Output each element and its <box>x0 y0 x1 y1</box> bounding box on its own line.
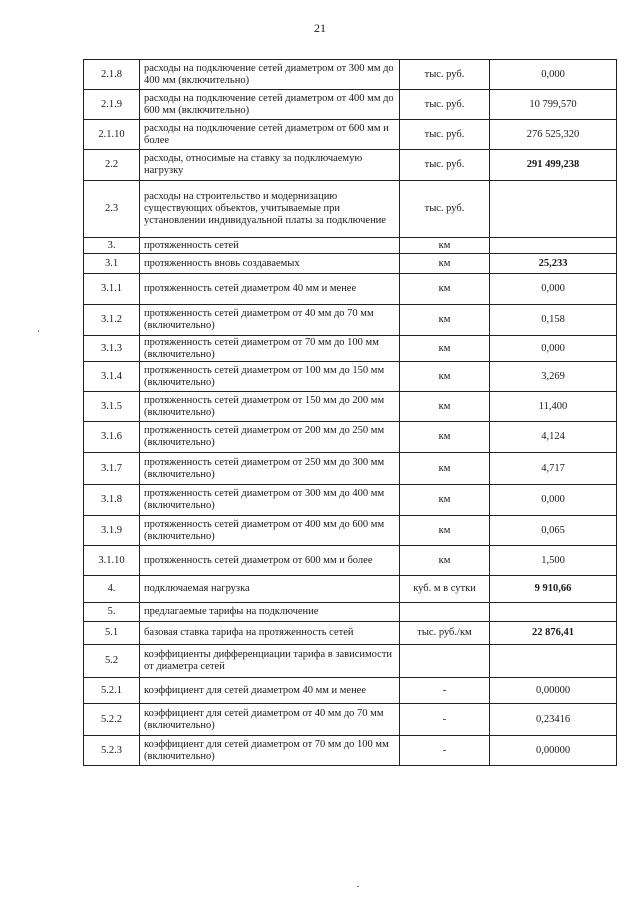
row-number: 5.1 <box>84 622 140 645</box>
row-value: 0,23416 <box>490 704 617 736</box>
row-unit: км <box>400 305 490 336</box>
table-row <box>84 516 617 546</box>
row-unit: км <box>400 422 490 453</box>
row-description: протяженность сетей диаметром от 40 мм до 70 мм (включительно) <box>140 305 400 336</box>
row-description: протяженность сетей диаметром от 100 мм до 150 мм (включительно) <box>140 362 400 392</box>
row-number: 5.2.3 <box>84 736 140 766</box>
row-description: протяженность сетей диаметром от 300 мм до 400 мм (включительно) <box>140 485 400 516</box>
table-row <box>84 305 617 336</box>
table-row <box>84 362 617 392</box>
row-number: 3.1.1 <box>84 274 140 305</box>
scan-speck <box>357 886 359 887</box>
table-row <box>84 392 617 422</box>
table-row <box>84 238 617 254</box>
table-row <box>84 120 617 150</box>
row-description: коэффициент для сетей диаметром от 40 мм до 70 мм (включительно) <box>140 704 400 736</box>
row-number: 2.1.8 <box>84 60 140 90</box>
row-unit: тыс. руб. <box>400 150 490 181</box>
row-unit: км <box>400 254 490 274</box>
table-row <box>84 736 617 766</box>
row-description: расходы на подключение сетей диаметром от 400 мм до 600 мм (включительно) <box>140 90 400 120</box>
table-row <box>84 90 617 120</box>
row-value: 25,233 <box>490 254 617 274</box>
row-unit: км <box>400 392 490 422</box>
row-unit: тыс. руб. <box>400 181 490 238</box>
row-description: протяженность сетей диаметром от 150 мм до 200 мм (включительно) <box>140 392 400 422</box>
row-number: 3.1.10 <box>84 546 140 576</box>
row-unit: тыс. руб. <box>400 90 490 120</box>
row-description: предлагаемые тарифы на подключение <box>140 603 400 622</box>
row-value <box>490 645 617 678</box>
scan-speck <box>38 330 39 332</box>
row-unit: км <box>400 362 490 392</box>
table-row <box>84 704 617 736</box>
row-value <box>490 238 617 254</box>
row-number: 3.1.7 <box>84 453 140 485</box>
row-unit: тыс. руб. <box>400 120 490 150</box>
row-unit: км <box>400 238 490 254</box>
row-number: 3.1 <box>84 254 140 274</box>
row-value: 0,158 <box>490 305 617 336</box>
table-row <box>84 678 617 704</box>
row-unit <box>400 603 490 622</box>
row-number: 5. <box>84 603 140 622</box>
row-number: 3.1.3 <box>84 336 140 362</box>
row-description: расходы на подключение сетей диаметром от 300 мм до 400 мм (включительно) <box>140 60 400 90</box>
row-description: протяженность сетей диаметром 40 мм и менее <box>140 274 400 305</box>
row-value: 4,124 <box>490 422 617 453</box>
row-unit: тыс. руб. <box>400 60 490 90</box>
table-row <box>84 274 617 305</box>
table-row <box>84 645 617 678</box>
row-description: расходы на строительство и модернизацию существующих объектов, учитываемые при установлении индивидуальной платы за подключение <box>140 181 400 238</box>
row-value: 4,717 <box>490 453 617 485</box>
row-description: протяженность сетей диаметром от 400 мм до 600 мм (включительно) <box>140 516 400 546</box>
row-unit: км <box>400 453 490 485</box>
row-value <box>490 181 617 238</box>
tariff-table-body <box>84 60 617 766</box>
table-row <box>84 254 617 274</box>
row-value: 291 499,238 <box>490 150 617 181</box>
table-row <box>84 422 617 453</box>
row-description: протяженность сетей диаметром от 70 мм до 100 мм (включительно) <box>140 336 400 362</box>
row-unit: км <box>400 336 490 362</box>
row-value: 22 876,41 <box>490 622 617 645</box>
table-row <box>84 546 617 576</box>
row-description: коэффициент для сетей диаметром от 70 мм до 100 мм (включительно) <box>140 736 400 766</box>
row-value: 0,00000 <box>490 678 617 704</box>
row-description: протяженность вновь создаваемых <box>140 254 400 274</box>
row-value: 0,065 <box>490 516 617 546</box>
row-description: протяженность сетей диаметром от 250 мм до 300 мм (включительно) <box>140 453 400 485</box>
row-unit <box>400 645 490 678</box>
row-number: 4. <box>84 576 140 603</box>
row-description: расходы на подключение сетей диаметром от 600 мм и более <box>140 120 400 150</box>
page-number: 21 <box>314 21 326 35</box>
row-number: 2.1.10 <box>84 120 140 150</box>
row-value: 0,000 <box>490 60 617 90</box>
table-row <box>84 336 617 362</box>
row-value: 11,400 <box>490 392 617 422</box>
row-description: подключаемая нагрузка <box>140 576 400 603</box>
table-row <box>84 603 617 622</box>
row-unit: тыс. руб./км <box>400 622 490 645</box>
row-unit: - <box>400 704 490 736</box>
row-unit: - <box>400 678 490 704</box>
row-number: 3.1.6 <box>84 422 140 453</box>
row-value: 0,000 <box>490 336 617 362</box>
row-value: 10 799,570 <box>490 90 617 120</box>
row-description: протяженность сетей диаметром от 600 мм и более <box>140 546 400 576</box>
row-unit: км <box>400 546 490 576</box>
row-number: 3. <box>84 238 140 254</box>
row-number: 3.1.9 <box>84 516 140 546</box>
row-number: 3.1.5 <box>84 392 140 422</box>
table-row <box>84 485 617 516</box>
row-number: 5.2.2 <box>84 704 140 736</box>
row-value: 1,500 <box>490 546 617 576</box>
row-number: 5.2.1 <box>84 678 140 704</box>
row-value: 9 910,66 <box>490 576 617 603</box>
table-row <box>84 60 617 90</box>
table-row <box>84 622 617 645</box>
row-number: 3.1.2 <box>84 305 140 336</box>
row-description: базовая ставка тарифа на протяженность сетей <box>140 622 400 645</box>
row-description: коэффициенты дифференциации тарифа в зависимости от диаметра сетей <box>140 645 400 678</box>
table-row <box>84 181 617 238</box>
row-unit: км <box>400 274 490 305</box>
row-value: 0,000 <box>490 274 617 305</box>
row-value: 0,00000 <box>490 736 617 766</box>
row-description: протяженность сетей диаметром от 200 мм до 250 мм (включительно) <box>140 422 400 453</box>
row-description: расходы, относимые на ставку за подключаемую нагрузку <box>140 150 400 181</box>
row-number: 2.3 <box>84 181 140 238</box>
table-row <box>84 453 617 485</box>
row-number: 3.1.8 <box>84 485 140 516</box>
table-row <box>84 150 617 181</box>
row-description: коэффициент для сетей диаметром 40 мм и менее <box>140 678 400 704</box>
tariff-table <box>83 59 617 766</box>
row-value: 0,000 <box>490 485 617 516</box>
row-number: 3.1.4 <box>84 362 140 392</box>
row-value: 276 525,320 <box>490 120 617 150</box>
row-unit: - <box>400 736 490 766</box>
row-number: 2.2 <box>84 150 140 181</box>
row-number: 2.1.9 <box>84 90 140 120</box>
row-unit: км <box>400 516 490 546</box>
row-value: 3,269 <box>490 362 617 392</box>
row-description: протяженность сетей <box>140 238 400 254</box>
row-unit: куб. м в сутки <box>400 576 490 603</box>
row-number: 5.2 <box>84 645 140 678</box>
row-value <box>490 603 617 622</box>
row-unit: км <box>400 485 490 516</box>
table-row <box>84 576 617 603</box>
